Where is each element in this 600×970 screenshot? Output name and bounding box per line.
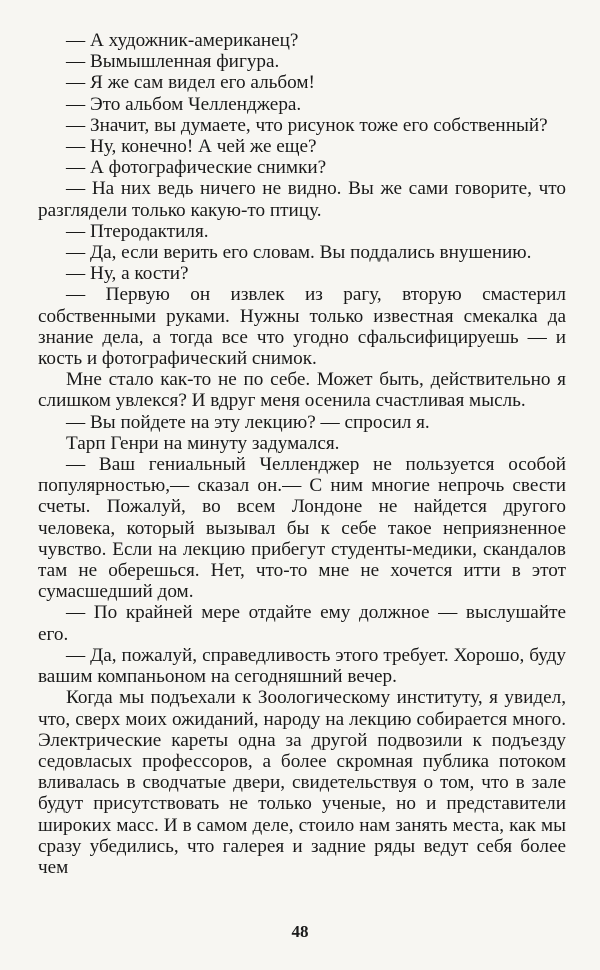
paragraph: — Да, пожалуй, справедливость этого требует. Хорошо, буду вашим компаньоном на сегодняшний вечер.	[38, 644, 566, 688]
paragraph: — Птеродактиля.	[66, 220, 209, 242]
paragraph: — Я же сам видел его альбом!	[66, 72, 315, 94]
paragraph: — Вымышленная фигура.	[66, 51, 280, 73]
paragraph: — Ну, а кости?	[66, 263, 189, 285]
paragraph: Когда мы подъехали к Зоологическому институту, я увидел, что, сверх моих ожиданий, народу на лекцию собирается много. Электрические кареты одна за другой подвозили к подъезду седовласых профессоров, а более скромная публика потоком вливалась в сводчатые двери, свидетельствуя о том, что в зале будут присутствовать не только ученые, но и представители широких масс. И в самом деле, стоило нам занять места, как мы сразу убедились, что галерея и задние ряды ведут себя более чем	[38, 687, 566, 878]
paragraph: — Да, если верить его словам. Вы поддались внушению.	[66, 242, 532, 264]
paragraph: — Ну, конечно! А чей же еще?	[66, 136, 317, 158]
paragraph: Мне стало как-то не по себе. Может быть, действительно я слишком увлекся? И вдруг меня осенила счастливая мысль.	[38, 369, 566, 412]
paragraph: — Значит, вы думаете, что рисунок тоже его собственный?	[66, 114, 548, 136]
paragraph: — А художник-американец?	[66, 30, 299, 51]
paragraph: — По крайней мере отдайте ему должное — выслушайте его.	[38, 602, 566, 645]
page-number: 48	[291, 922, 309, 941]
paragraph: — Ваш гениальный Челленджер не пользуется особой популярностью,— сказал он.— С ним многие непрочь свести счеты. Пожалуй, во всем Лондоне не найдется другого человека, который вызывал бы к себе такое неприязненное чувство. Если на лекцию прибегут студенты-медики, скандалов там не оберешься. Нет, что-то мне не хочется итти в этот сумасшедший дом.	[38, 454, 566, 603]
paragraph: — Первую он извлек из рагу, вторую смастерил собственными руками. Нужны только известная смекалка да знание дела, а тогда все что угодно сфальсифицируешь — и кость и фотографический снимок.	[38, 284, 566, 370]
paragraph: Тарп Генри на минуту задумался.	[66, 432, 340, 454]
paragraph: — На них ведь ничего не видно. Вы же сами говорите, что разглядели только какую-то птицу.	[38, 178, 566, 221]
paragraph: — А фотографические снимки?	[66, 157, 327, 179]
page-text	[38, 30, 566, 878]
paragraph: — Вы пойдете на эту лекцию? — спросил я.	[66, 411, 430, 433]
paragraph: — Это альбом Челленджера.	[66, 93, 302, 115]
